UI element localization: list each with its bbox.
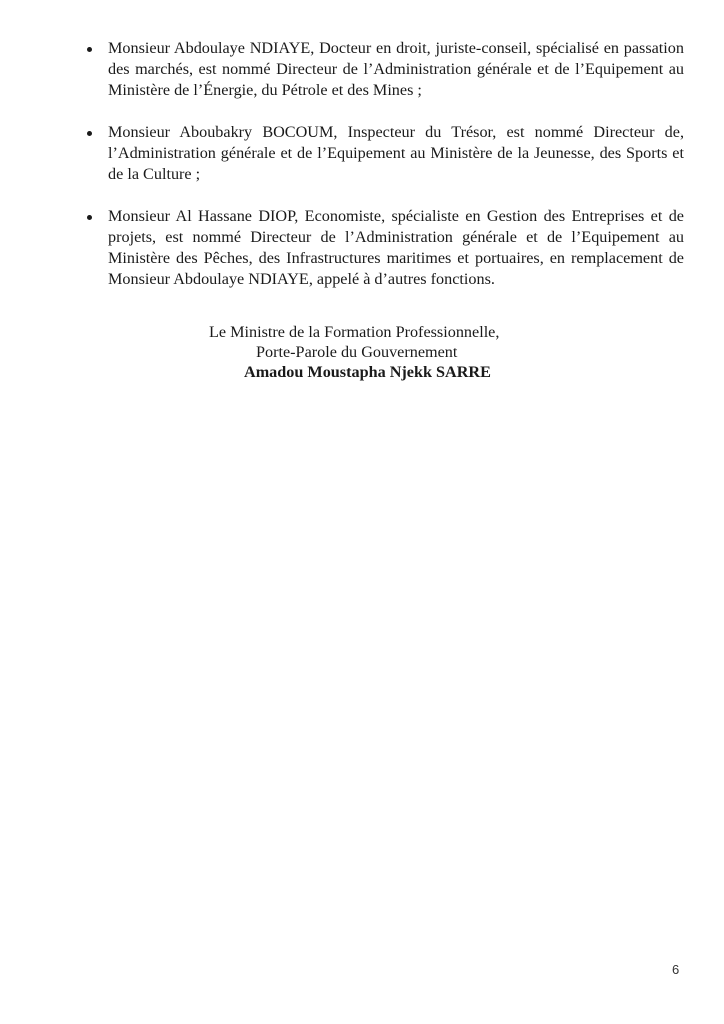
- appointment-item: [84, 206, 684, 290]
- page-number: 6: [672, 962, 680, 977]
- signatory-title-line2: Porte-Parole du Gouvernement: [256, 343, 458, 361]
- bullet-icon: [87, 47, 92, 52]
- signatory-title-line1: Le Ministre de la Formation Professionnelle,: [209, 323, 500, 341]
- bullet-icon: [87, 215, 92, 220]
- appointment-list: [84, 38, 684, 311]
- appointment-text: Monsieur Al Hassane DIOP, Economiste, spécialiste en Gestion des Entreprises et de projets, est nommé Directeur de l’Administration générale et de l’Equipement au Ministère des Pêches, des Infrastructures maritimes et portuaires, en remplacement de Monsieur Abdoulaye NDIAYE, appelé à d’autres fonctions.: [108, 207, 684, 288]
- appointment-text: Monsieur Aboubakry BOCOUM, Inspecteur du Trésor, est nommé Directeur de, l’Administration générale et de l’Equipement au Ministère de la Jeunesse, des Sports et de la Culture ;: [108, 123, 684, 183]
- signatory-name: Amadou Moustapha Njekk SARRE: [244, 363, 491, 381]
- appointment-text: Monsieur Abdoulaye NDIAYE, Docteur en droit, juriste-conseil, spécialisé en passation des marchés, est nommé Directeur de l’Administration générale et de l’Equipement au Ministère de l’Énergie, du Pétrole et des Mines ;: [108, 39, 684, 99]
- appointment-item: [84, 38, 684, 101]
- bullet-icon: [87, 131, 92, 136]
- appointment-item: [84, 122, 684, 185]
